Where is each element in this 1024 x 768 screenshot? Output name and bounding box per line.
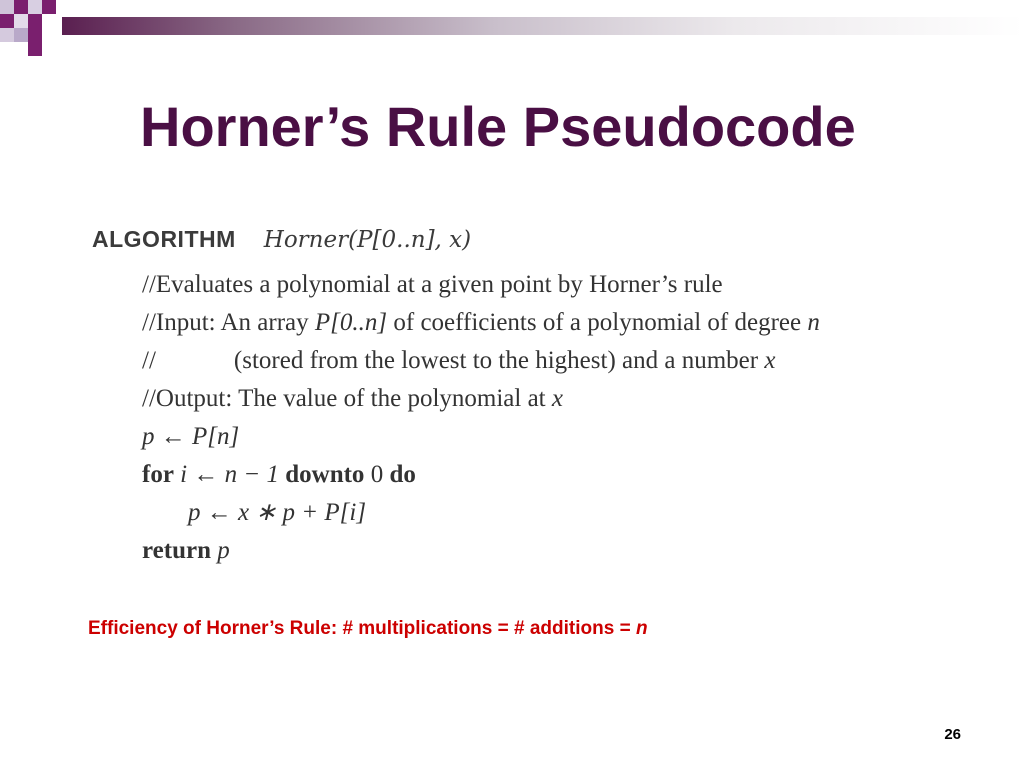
efficiency-variable: n xyxy=(635,618,648,639)
algorithm-keyword: ALGORITHM xyxy=(92,226,236,252)
comment-line-output xyxy=(142,380,972,418)
deco-square xyxy=(0,28,14,42)
do-keyword: do xyxy=(389,461,416,488)
deco-square xyxy=(14,14,28,28)
comment-text: //Input: An array xyxy=(142,309,315,336)
deco-square xyxy=(0,14,14,28)
deco-square xyxy=(28,0,42,14)
loop-end: 0 xyxy=(364,461,390,488)
comment-line-purpose xyxy=(142,266,972,304)
algorithm-signature: Horner(P[0..n], x) xyxy=(263,227,472,253)
deco-square xyxy=(0,0,14,14)
point-variable: x xyxy=(764,347,776,374)
comment-slashes: // xyxy=(142,347,156,374)
return-line xyxy=(142,532,972,570)
page-number: 26 xyxy=(944,726,961,743)
comment-line-storage xyxy=(142,342,972,380)
return-keyword: return xyxy=(142,537,211,564)
loop-body-line: p ← x ∗ p + P[i] xyxy=(188,499,367,526)
comment-text: of coefficients of a polynomial of degree xyxy=(387,309,808,336)
deco-square xyxy=(28,14,42,28)
comment-text: //Evaluates a polynomial at a given point by Horner’s rule xyxy=(142,271,723,298)
loop-range: ← n − 1 xyxy=(187,461,286,488)
algorithm-block xyxy=(92,226,972,570)
downto-keyword: downto xyxy=(285,461,365,488)
loop-variable: i xyxy=(180,461,188,488)
comment-text: //Output: The value of the polynomial at xyxy=(142,385,552,412)
comment-line-input xyxy=(142,304,972,342)
return-variable: p xyxy=(217,537,230,564)
for-loop-line xyxy=(142,456,972,494)
deco-square xyxy=(28,28,42,42)
comment-text: (stored from the lowest to the highest) and a number xyxy=(233,347,765,374)
deco-square xyxy=(14,28,28,42)
deco-square xyxy=(42,0,56,14)
deco-square xyxy=(14,0,28,14)
degree-variable: n xyxy=(807,309,820,336)
efficiency-text: Efficiency of Horner’s Rule: # multiplications = # additions = xyxy=(88,618,636,639)
algorithm-header xyxy=(92,226,972,266)
point-variable: x xyxy=(551,385,563,412)
efficiency-note xyxy=(88,618,648,640)
assign-line: p ← P[n] xyxy=(142,423,240,450)
slide-title: Horner’s Rule Pseudocode xyxy=(140,95,856,158)
array-expression: P[0..n] xyxy=(314,309,388,336)
header-gradient-bar xyxy=(62,17,1024,35)
for-keyword: for xyxy=(142,461,174,488)
deco-square xyxy=(28,42,42,56)
